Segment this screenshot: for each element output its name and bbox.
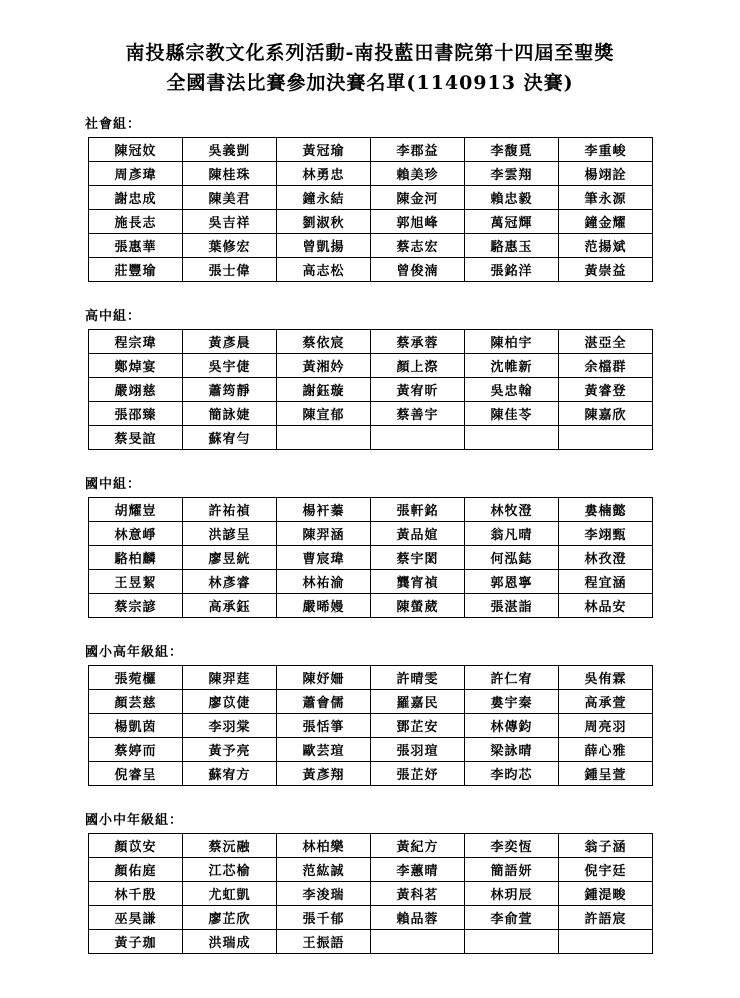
name-cell (371, 425, 465, 449)
name-cell: 曾俊湳 (371, 257, 465, 281)
name-cell: 張芷妤 (371, 761, 465, 785)
name-cell: 林千殷 (89, 881, 183, 905)
name-cell: 程宜涵 (559, 569, 653, 593)
name-cell: 蘇宥方 (183, 761, 277, 785)
table-row (89, 569, 653, 593)
table-row (89, 233, 653, 257)
section (85, 809, 653, 954)
name-cell: 簡詠婕 (183, 401, 277, 425)
name-cell: 許祐禎 (183, 497, 277, 521)
name-cell: 黃予亮 (183, 737, 277, 761)
name-cell: 蕭筠靜 (183, 377, 277, 401)
name-cell: 周彥瑋 (89, 161, 183, 185)
name-cell: 尤虹凱 (183, 881, 277, 905)
name-cell: 蘇宥勻 (183, 425, 277, 449)
table-row (89, 593, 653, 617)
table-row (89, 185, 653, 209)
name-cell: 蔡婷而 (89, 737, 183, 761)
names-table (88, 665, 653, 786)
name-cell: 鍾呈萱 (559, 761, 653, 785)
name-cell: 余檔群 (559, 353, 653, 377)
name-cell: 黃品媗 (371, 521, 465, 545)
name-cell: 顏芸慈 (89, 689, 183, 713)
name-cell: 黃睿登 (559, 377, 653, 401)
names-table (88, 137, 653, 282)
name-cell: 張軒銘 (371, 497, 465, 521)
name-cell: 林牧澄 (465, 497, 559, 521)
name-cell: 李重峻 (559, 137, 653, 161)
name-cell: 林祐渝 (277, 569, 371, 593)
table-row (89, 545, 653, 569)
name-cell: 李郡益 (371, 137, 465, 161)
name-cell: 葉修宏 (183, 233, 277, 257)
name-cell: 羅嘉民 (371, 689, 465, 713)
table-row (89, 905, 653, 929)
name-cell: 江芯榆 (183, 857, 277, 881)
name-cell: 林孜澄 (559, 545, 653, 569)
name-cell: 黃子珈 (89, 929, 183, 953)
name-cell: 萬冠輝 (465, 209, 559, 233)
name-cell (559, 929, 653, 953)
name-cell: 翁子涵 (559, 833, 653, 857)
name-cell: 張千郁 (277, 905, 371, 929)
name-cell: 梁詠晴 (465, 737, 559, 761)
name-cell: 賴美珍 (371, 161, 465, 185)
table-row (89, 833, 653, 857)
section (85, 473, 653, 618)
name-cell: 李俞萱 (465, 905, 559, 929)
name-cell: 倪宇廷 (559, 857, 653, 881)
name-cell: 林彥睿 (183, 569, 277, 593)
name-cell: 顏上漈 (371, 353, 465, 377)
name-cell: 鄭焯宴 (89, 353, 183, 377)
name-cell: 張恬箏 (277, 713, 371, 737)
name-cell: 蔡宇閎 (371, 545, 465, 569)
name-cell: 洪瑞成 (183, 929, 277, 953)
table-row (89, 377, 653, 401)
table-row (89, 161, 653, 185)
name-cell: 何泓鋕 (465, 545, 559, 569)
table-row (89, 929, 653, 953)
name-cell: 謝忠成 (89, 185, 183, 209)
name-cell: 楊翊詮 (559, 161, 653, 185)
name-cell (277, 425, 371, 449)
document-title-line-1: 南投縣宗教文化系列活動-南投藍田書院第十四屆至聖獎 (125, 42, 615, 64)
name-cell: 高承萱 (559, 689, 653, 713)
name-cell: 駱惠玉 (465, 233, 559, 257)
table-row (89, 353, 653, 377)
name-cell: 范揚斌 (559, 233, 653, 257)
name-cell: 陳嘉欣 (559, 401, 653, 425)
table-row (89, 401, 653, 425)
name-cell: 林柏樂 (277, 833, 371, 857)
name-cell: 筆永源 (559, 185, 653, 209)
name-cell: 吳忠翰 (465, 377, 559, 401)
name-cell: 林傳鈞 (465, 713, 559, 737)
name-cell: 李奕恆 (465, 833, 559, 857)
table-row (89, 425, 653, 449)
name-cell: 吳侑霖 (559, 665, 653, 689)
name-cell: 張羽瑄 (371, 737, 465, 761)
name-cell: 張銘洋 (465, 257, 559, 281)
name-cell: 陳冠妏 (89, 137, 183, 161)
name-cell: 黃彥晨 (183, 329, 277, 353)
name-cell: 劉淑秋 (277, 209, 371, 233)
name-cell: 黃崇益 (559, 257, 653, 281)
name-cell: 楊衦蓁 (277, 497, 371, 521)
name-cell: 廖苡倢 (183, 689, 277, 713)
name-cell (465, 425, 559, 449)
name-cell: 吳義剴 (183, 137, 277, 161)
name-cell: 陳桂珠 (183, 161, 277, 185)
name-cell: 洪諺呈 (183, 521, 277, 545)
name-cell: 嚴翊慈 (89, 377, 183, 401)
name-cell: 高志松 (277, 257, 371, 281)
name-cell: 陳佳苓 (465, 401, 559, 425)
name-cell: 楊凱茵 (89, 713, 183, 737)
name-cell: 陳宣郁 (277, 401, 371, 425)
table-row (89, 713, 653, 737)
name-cell: 廖昱絖 (183, 545, 277, 569)
name-cell: 李翊甄 (559, 521, 653, 545)
table-row (89, 137, 653, 161)
name-cell: 陳羿莛 (183, 665, 277, 689)
name-cell: 黃宥昕 (371, 377, 465, 401)
name-cell: 沈帷新 (465, 353, 559, 377)
sections-container (85, 113, 653, 954)
name-cell: 陳柏宇 (465, 329, 559, 353)
name-cell: 程宗瑋 (89, 329, 183, 353)
name-cell: 薛心雅 (559, 737, 653, 761)
name-cell: 陳螢葳 (371, 593, 465, 617)
name-cell: 黃彥翔 (277, 761, 371, 785)
table-row (89, 737, 653, 761)
name-cell: 黃冠瑜 (277, 137, 371, 161)
name-cell: 謝鈺璇 (277, 377, 371, 401)
table-row (89, 209, 653, 233)
name-cell: 蔡沅融 (183, 833, 277, 857)
name-cell (371, 929, 465, 953)
table-row (89, 257, 653, 281)
name-cell: 蔡善宇 (371, 401, 465, 425)
name-cell: 湛亞全 (559, 329, 653, 353)
name-cell: 王昱絜 (89, 569, 183, 593)
name-cell (465, 929, 559, 953)
name-cell: 陳美君 (183, 185, 277, 209)
name-cell: 許仁宥 (465, 665, 559, 689)
section-label: 國中組： (85, 476, 142, 492)
table-row (89, 497, 653, 521)
section-label: 國小中年級組： (85, 812, 184, 828)
section-label: 國小高年級組： (85, 644, 184, 660)
name-cell: 李昀芯 (465, 761, 559, 785)
name-cell: 郭旭峰 (371, 209, 465, 233)
section-label: 社會組： (85, 116, 142, 132)
name-cell: 蔡宗諺 (89, 593, 183, 617)
section (85, 641, 653, 786)
name-cell: 林品安 (559, 593, 653, 617)
name-cell: 許語宸 (559, 905, 653, 929)
table-row (89, 761, 653, 785)
name-cell: 黃紀方 (371, 833, 465, 857)
name-cell: 王振語 (277, 929, 371, 953)
name-cell: 鄧芷安 (371, 713, 465, 737)
name-cell: 陳妤姍 (277, 665, 371, 689)
table-row (89, 521, 653, 545)
name-cell: 李蕙晴 (371, 857, 465, 881)
name-cell: 吳吉祥 (183, 209, 277, 233)
table-row (89, 689, 653, 713)
name-cell: 李羽棠 (183, 713, 277, 737)
table-row (89, 857, 653, 881)
name-cell: 林勇忠 (277, 161, 371, 185)
name-cell: 張惠華 (89, 233, 183, 257)
name-cell: 莊豐瑜 (89, 257, 183, 281)
name-cell: 嚴晞嫚 (277, 593, 371, 617)
name-cell: 施長志 (89, 209, 183, 233)
name-cell: 簡語妍 (465, 857, 559, 881)
name-cell: 黃湘妗 (277, 353, 371, 377)
table-row (89, 665, 653, 689)
name-cell: 蔡旻誼 (89, 425, 183, 449)
name-cell: 曹宸瑋 (277, 545, 371, 569)
name-cell: 許晴雯 (371, 665, 465, 689)
name-cell: 顏佑庭 (89, 857, 183, 881)
name-cell: 翁凡晴 (465, 521, 559, 545)
name-cell: 鐘金耀 (559, 209, 653, 233)
names-table (88, 329, 653, 450)
name-cell: 張湛詣 (465, 593, 559, 617)
name-cell: 高承鈺 (183, 593, 277, 617)
name-cell: 張邵臻 (89, 401, 183, 425)
name-cell: 陳羿涵 (277, 521, 371, 545)
section (85, 305, 653, 450)
name-cell: 倪睿呈 (89, 761, 183, 785)
name-cell: 鐘永結 (277, 185, 371, 209)
name-cell: 巫昊謙 (89, 905, 183, 929)
name-cell: 周亮羽 (559, 713, 653, 737)
name-cell: 婁楠懿 (559, 497, 653, 521)
name-cell: 吳宇倢 (183, 353, 277, 377)
names-table (88, 497, 653, 618)
name-cell: 歐芸瑄 (277, 737, 371, 761)
document-title-line-2: 全國書法比賽參加決賽名單(1140913 決賽) (166, 72, 574, 95)
name-cell: 李馥覓 (465, 137, 559, 161)
name-cell: 曾凱揚 (277, 233, 371, 257)
name-cell: 蔡依宸 (277, 329, 371, 353)
name-cell: 胡耀豈 (89, 497, 183, 521)
name-cell: 范紘誠 (277, 857, 371, 881)
names-table (88, 833, 653, 954)
name-cell: 廖芷欣 (183, 905, 277, 929)
name-cell: 李雲翔 (465, 161, 559, 185)
name-cell: 黃科茗 (371, 881, 465, 905)
name-cell: 林玥辰 (465, 881, 559, 905)
name-cell: 蔡承蓉 (371, 329, 465, 353)
name-cell: 李浚瑞 (277, 881, 371, 905)
name-cell: 蔡志宏 (371, 233, 465, 257)
name-cell: 駱柏麟 (89, 545, 183, 569)
name-cell: 賴品蓉 (371, 905, 465, 929)
name-cell: 婁宇秦 (465, 689, 559, 713)
name-cell: 郭恩寧 (465, 569, 559, 593)
name-cell: 顏苡安 (89, 833, 183, 857)
name-cell: 張菀欏 (89, 665, 183, 689)
name-cell: 陳金河 (371, 185, 465, 209)
name-cell: 龔宵禎 (371, 569, 465, 593)
table-row (89, 329, 653, 353)
table-row (89, 881, 653, 905)
name-cell (559, 425, 653, 449)
name-cell: 林意崢 (89, 521, 183, 545)
name-cell: 鍾湜畯 (559, 881, 653, 905)
section-label: 高中組： (85, 308, 142, 324)
name-cell: 張士偉 (183, 257, 277, 281)
name-cell: 蕭會儒 (277, 689, 371, 713)
name-cell: 賴忠毅 (465, 185, 559, 209)
section (85, 113, 653, 282)
